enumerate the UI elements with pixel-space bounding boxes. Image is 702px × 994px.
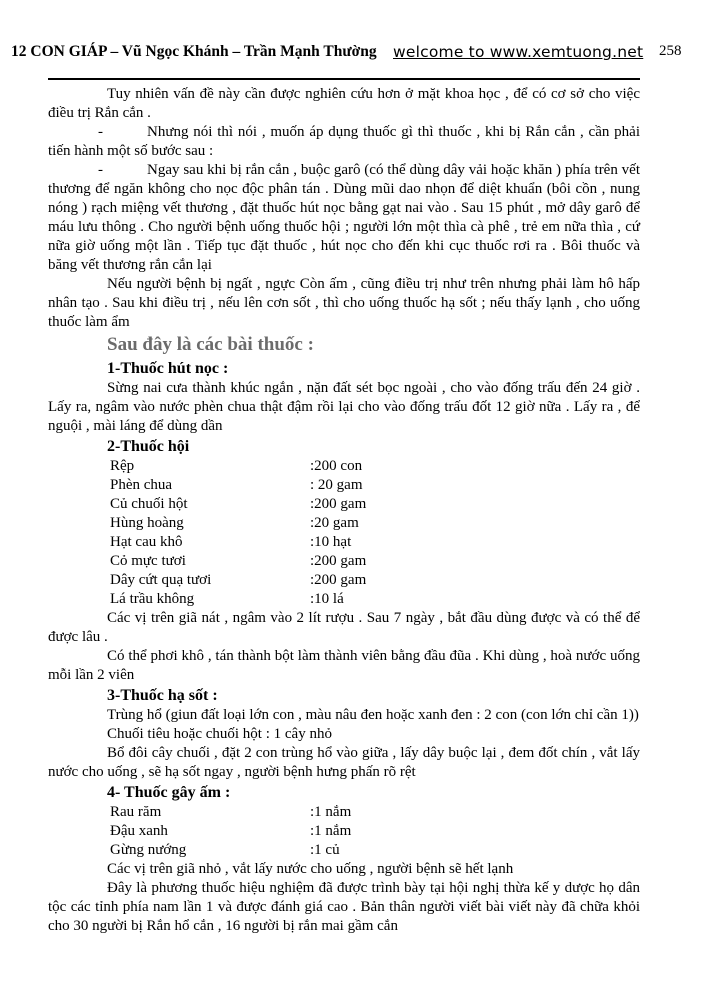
ingredient-row bbox=[48, 514, 640, 533]
ingredient-row bbox=[48, 533, 640, 552]
document-content bbox=[48, 85, 640, 936]
ingredient-quantity: :10 lá bbox=[310, 591, 344, 607]
dash-paragraph: - Nhưng nói thì nói , muốn áp dụng thuốc gì thì thuốc , khi bị Rắn cắn , cần phải tiến hành một số bước sau : bbox=[48, 124, 640, 159]
ingredient-row bbox=[48, 476, 640, 495]
ingredient-name: Hạt cau khô bbox=[110, 534, 183, 550]
ingredient-row bbox=[48, 590, 640, 609]
paragraph: Bổ đôi cây chuối , đặt 2 con trùng hổ vào giữa , lấy dây buộc lại , đem đốt chín , vắt lấy nước cho uống , sẽ hạ sốt ngay , người bệnh hưng phấn rõ rệt bbox=[48, 745, 640, 780]
ingredient-name: Rau răm bbox=[110, 804, 162, 820]
ingredient-name: Rệp bbox=[110, 458, 135, 474]
ingredient-quantity: :200 con bbox=[310, 458, 363, 474]
paragraph: Tuy nhiên vấn đề này cần được nghiên cứu hơn ở mặt khoa học , để có cơ sở cho việc điều trị Rắn cắn . bbox=[48, 86, 640, 121]
paragraph: Sừng nai cưa thành khúc ngắn , nặn đất sét bọc ngoài , cho vào đống trấu đến 24 giờ . Lấy ra, ngâm vào nước phèn chua thật đậm rồi lại cho vào đống trấu đốt 12 giờ nữa . Lấy ra , để nguội , mài láng để dùng dần bbox=[48, 380, 640, 434]
ingredient-quantity: :200 gam bbox=[310, 496, 367, 512]
dash-bullet: - bbox=[98, 162, 103, 178]
ingredient-quantity: :200 gam bbox=[310, 553, 367, 569]
ingredient-name: Hùng hoàng bbox=[110, 515, 184, 531]
ingredient-row bbox=[48, 822, 640, 841]
website-link[interactable]: welcome to www.xemtuong.net bbox=[393, 43, 644, 61]
dash-bullet: - bbox=[98, 124, 103, 140]
ingredient-name: Phèn chua bbox=[110, 477, 173, 493]
page-number: 258 bbox=[659, 43, 682, 59]
ingredient-quantity: : 20 gam bbox=[310, 477, 363, 493]
dash-paragraph: - Ngay sau khi bị rắn cắn , buộc garô (có thể dùng dây vải hoặc khăn ) phía trên vết thương để ngăn không cho nọc độc phân tán . Dùng mũi dao nhọn để diệt khuẩn (bôi cồn , nung nóng ) rạch miệng vết thương , đặt thuốc hút nọc bằng gạt nai vào . Sau 15 phút , mở dây garô để máu lưu thông . Cho người bệnh uống thuốc hội ; người lớn một thìa cà phê , trẻ em nữa thìa , cứ nữa giờ uống một lần . Tiếp tục đặt thuốc , hút nọc cho đến khi cục thuốc rơi ra . Bôi thuốc và băng vết thương rắn cắn lại bbox=[48, 162, 640, 273]
ingredient-name: Dây cứt quạ tươi bbox=[110, 572, 212, 588]
ingredient-name: Lá trầu không bbox=[110, 591, 195, 607]
header-divider bbox=[48, 78, 640, 80]
ingredient-quantity: :10 hạt bbox=[310, 534, 352, 550]
ingredient-quantity: :200 gam bbox=[310, 572, 367, 588]
paragraph: Trùng hổ (giun đất loại lớn con , màu nâu đen hoặc xanh đen : 2 con (con lớn chỉ cần 1)) bbox=[107, 707, 639, 723]
paragraph: Các vị trên giã nát , ngâm vào 2 lít rượu . Sau 7 ngày , bắt đầu dùng được và có thể để được lâu . bbox=[48, 610, 640, 645]
paragraph: Các vị trên giã nhỏ , vắt lấy nước cho uống , người bệnh sẽ hết lạnh bbox=[107, 861, 514, 877]
ingredient-name: Cỏ mực tươi bbox=[110, 553, 186, 569]
ingredient-quantity: :1 củ bbox=[310, 842, 340, 858]
ingredient-quantity: :1 nắm bbox=[310, 804, 352, 820]
ingredient-row bbox=[48, 495, 640, 514]
ingredient-quantity: :1 nắm bbox=[310, 823, 352, 839]
ingredient-quantity: :20 gam bbox=[310, 515, 359, 531]
paragraph: Đây là phương thuốc hiệu nghiệm đã được trình bày tại hội nghị thừa kế y dược họ dân tộc các tỉnh phía nam lần 1 và được đánh giá cao . Bản thân người viết bài viết này đã chữa khỏi cho 30 người bị Rắn hổ cắn , 16 người bị rắn mai gầm cắn bbox=[48, 880, 640, 934]
remedy-heading: 4- Thuốc gây ấm : bbox=[107, 784, 231, 801]
paragraph: Có thể phơi khô , tán thành bột làm thành viên bằng đầu đũa . Khi dùng , hoà nước uống mỗi lần 2 viên bbox=[48, 648, 640, 683]
book-title: 12 CON GIÁP – Vũ Ngọc Khánh – Trần Mạnh Thường bbox=[11, 43, 377, 60]
paragraph: Chuối tiêu hoặc chuối hột : 1 cây nhỏ bbox=[107, 726, 332, 742]
remedy-heading: 3-Thuốc hạ sốt : bbox=[107, 687, 218, 704]
ingredient-name: Đậu xanh bbox=[110, 823, 168, 839]
remedy-heading: 2-Thuốc hội bbox=[107, 438, 190, 455]
ingredient-row bbox=[48, 457, 640, 476]
ingredient-row bbox=[48, 571, 640, 590]
ingredient-name: Gừng nướng bbox=[110, 842, 187, 858]
ingredient-row bbox=[48, 841, 640, 860]
page-header bbox=[0, 0, 702, 80]
ingredient-row bbox=[48, 552, 640, 571]
ingredient-row bbox=[48, 803, 640, 822]
paragraph: Nếu người bệnh bị ngất , ngực Còn ấm , cũng điều trị như trên nhưng phải làm hô hấp nhân tạo . Sau khi điều trị , nếu lên cơn sốt , thì cho uống thuốc hạ sốt ; nếu thấy lạnh , cho uống thuốc làm ẩm bbox=[48, 276, 640, 330]
remedy-heading: 1-Thuốc hút nọc : bbox=[107, 360, 229, 377]
ingredient-name: Củ chuối hột bbox=[110, 496, 188, 512]
section-heading: Sau đây là các bài thuốc : bbox=[107, 334, 314, 355]
